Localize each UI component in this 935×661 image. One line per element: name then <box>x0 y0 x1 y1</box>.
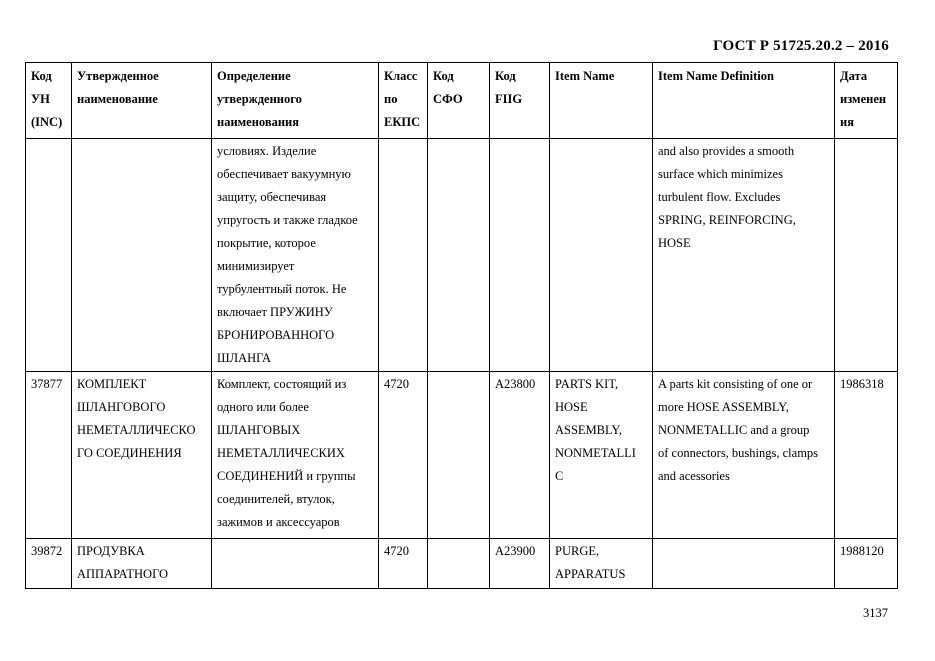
cell-item-name: PARTS KIT, HOSE ASSEMBLY, NONMETALLI C <box>550 372 653 539</box>
cell-name: КОМПЛЕКТ ШЛАНГОВОГО НЕМЕТАЛЛИЧЕСКО ГО СОЕДИНЕНИЯ <box>72 372 212 539</box>
cell-item-definition: and also provides a smooth surface which minimizes turbulent flow. Excludes SPRING, REINFORCING, HOSE <box>653 139 835 372</box>
cell-date <box>835 139 898 372</box>
cell-fiig: A23900 <box>490 539 550 589</box>
col-header-date: Дата изменен ия <box>835 63 898 139</box>
table-header-row <box>26 63 898 139</box>
cell-class: 4720 <box>379 372 428 539</box>
cell-item-name: PURGE, APPARATUS <box>550 539 653 589</box>
cell-date: 1988120 <box>835 539 898 589</box>
cell-class <box>379 139 428 372</box>
cell-date: 1986318 <box>835 372 898 539</box>
cell-fiig: A23800 <box>490 372 550 539</box>
col-header-item-name: Item Name <box>550 63 653 139</box>
cell-definition: Комплект, состоящий из одного или более ШЛАНГОВЫХ НЕМЕТАЛЛИЧЕСКИХ СОЕДИНЕНИЙ и группы соединителей, втулок, зажимов и аксессуаров <box>212 372 379 539</box>
standard-title: ГОСТ Р 51725.20.2 – 2016 <box>713 38 889 54</box>
cell-inc <box>26 139 72 372</box>
col-header-inc: Код УН (INC) <box>26 63 72 139</box>
cell-item-definition: A parts kit consisting of one or more HOSE ASSEMBLY, NONMETALLIC and a group of connectors, bushings, clamps and acessories <box>653 372 835 539</box>
cell-fiig <box>490 139 550 372</box>
cell-sfo <box>428 372 490 539</box>
table-row <box>26 139 898 372</box>
cell-definition <box>212 539 379 589</box>
cell-name: ПРОДУВКА АППАРАТНОГО <box>72 539 212 589</box>
col-header-sfo: Код СФО <box>428 63 490 139</box>
cell-inc: 39872 <box>26 539 72 589</box>
col-header-fiig: Код FIIG <box>490 63 550 139</box>
cell-class: 4720 <box>379 539 428 589</box>
page-number: 3137 <box>863 606 888 620</box>
cell-definition: условиях. Изделие обеспечивает вакуумную защиту, обеспечивая упругость и также гладкое покрытие, которое минимизирует турбулентный поток. Не включает ПРУЖИНУ БРОНИРОВАННОГО ШЛАНГА <box>212 139 379 372</box>
cell-inc: 37877 <box>26 372 72 539</box>
cell-item-name <box>550 139 653 372</box>
col-header-name: Утвержденное наименование <box>72 63 212 139</box>
cell-item-definition <box>653 539 835 589</box>
cell-name <box>72 139 212 372</box>
table-row <box>26 539 898 589</box>
col-header-definition: Определение утвержденного наименования <box>212 63 379 139</box>
table-row <box>26 372 898 539</box>
col-header-class: Класс по ЕКПС <box>379 63 428 139</box>
cell-sfo <box>428 539 490 589</box>
cell-sfo <box>428 139 490 372</box>
col-header-item-definition: Item Name Definition <box>653 63 835 139</box>
catalog-table <box>25 62 898 589</box>
